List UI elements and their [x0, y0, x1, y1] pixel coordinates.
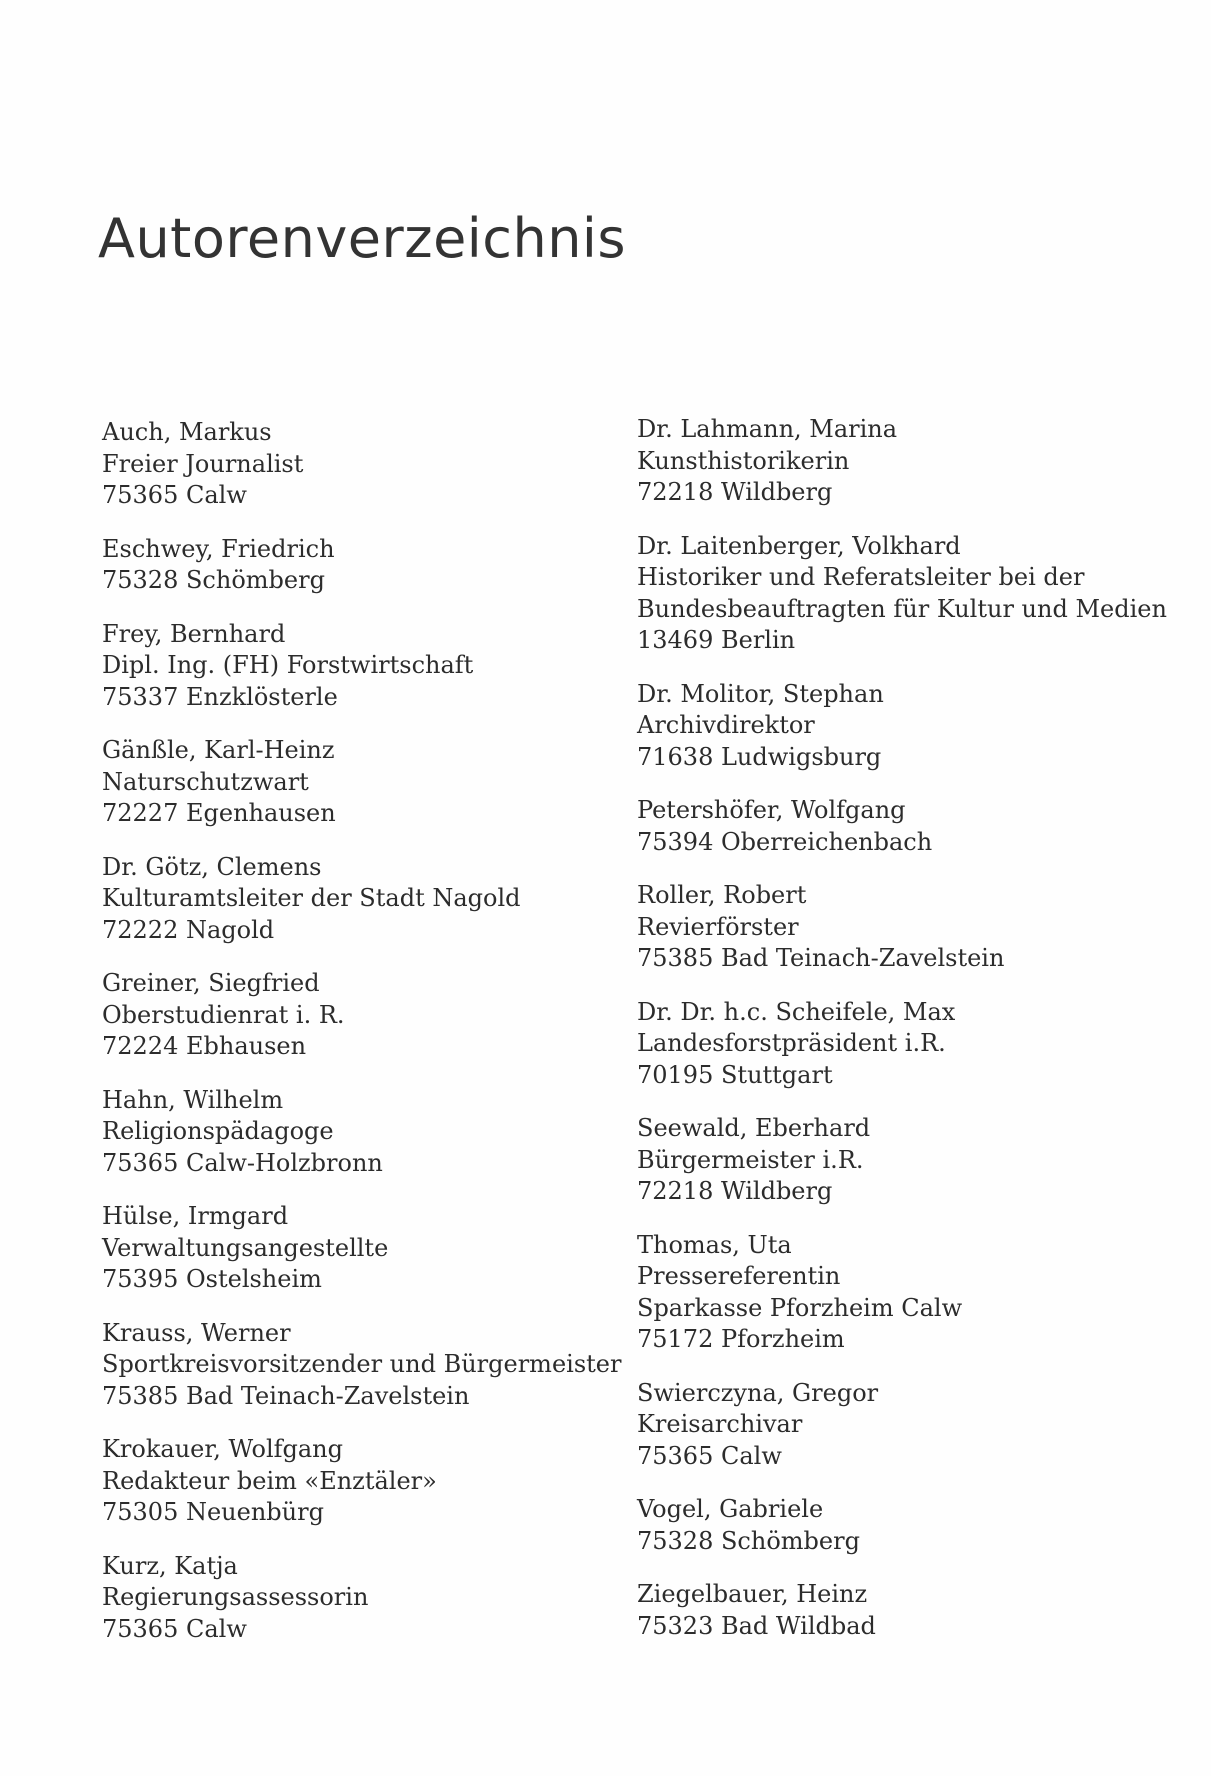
author-name: Dr. Lahmann, Marina — [637, 415, 898, 443]
author-location: 75365 Calw-Holzbronn — [102, 1148, 383, 1177]
author-name: Gänßle, Karl-Heinz — [102, 736, 335, 764]
author-location: 75365 Calw — [102, 481, 247, 509]
author-location: 72224 Ebhausen — [102, 1032, 307, 1060]
author-employer: Sparkasse Pforzheim Calw — [637, 1293, 963, 1322]
author-entry — [102, 1551, 622, 1646]
author-occupation: Freier Journalist — [102, 449, 304, 478]
author-entry — [637, 1378, 1197, 1473]
author-occupation: Historiker und Referatsleiter bei der — [637, 563, 1085, 591]
author-location: 75328 Schömberg — [102, 566, 325, 594]
author-location: 72227 Egenhausen — [102, 799, 336, 827]
author-name: Kurz, Katja — [102, 1551, 238, 1580]
author-name: Dr. Götz, Clemens — [102, 852, 322, 881]
author-entry — [637, 414, 1197, 509]
author-list-right — [637, 414, 1197, 1664]
author-entry — [102, 417, 622, 512]
author-name: Dr. Laitenberger, Volkhard — [637, 531, 961, 560]
author-name: Krokauer, Wolfgang — [102, 1435, 343, 1463]
author-location: 72222 Nagold — [102, 915, 275, 944]
author-name: Krauss, Werner — [102, 1318, 291, 1347]
author-name: Hahn, Wilhelm — [102, 1085, 284, 1114]
author-location: 13469 Berlin — [637, 626, 796, 654]
author-list-left — [102, 417, 622, 1667]
author-entry — [102, 1434, 622, 1529]
author-name: Dr. Dr. h.c. Scheifele, Max — [637, 997, 956, 1026]
author-location: 75305 Neuenbürg — [102, 1498, 324, 1526]
author-location: 75395 Ostelsheim — [102, 1265, 322, 1293]
author-occupation: Bürgermeister i.R. — [637, 1145, 864, 1174]
author-name: Frey, Bernhard — [102, 619, 286, 648]
author-entry — [102, 619, 622, 714]
author-occupation-cont: Bundesbeauftragten für Kultur und Medien — [637, 594, 1167, 623]
page-title: Autorenverzeichnis — [98, 207, 627, 270]
author-occupation: Naturschutzwart — [102, 767, 309, 796]
author-entry — [637, 531, 1197, 657]
author-name: Greiner, Siegfried — [102, 969, 320, 997]
author-entry — [637, 880, 1197, 975]
author-occupation: Archivdirektor — [637, 711, 815, 739]
author-location: 71638 Ludwigsburg — [637, 742, 882, 771]
author-name: Dr. Molitor, Stephan — [637, 679, 884, 708]
author-entry — [637, 997, 1197, 1092]
author-location: 70195 Stuttgart — [637, 1060, 833, 1089]
author-location: 75385 Bad Teinach-Zavelstein — [102, 1381, 470, 1410]
author-entry — [102, 534, 622, 597]
author-location: 75323 Bad Wildbad — [637, 1611, 876, 1640]
author-entry — [637, 1230, 1197, 1356]
author-location: 75337 Enzklösterle — [102, 682, 338, 711]
author-location: 75365 Calw — [102, 1614, 247, 1643]
author-occupation: Kreisarchivar — [637, 1410, 803, 1438]
author-entry — [637, 1113, 1197, 1208]
author-name: Swierczyna, Gregor — [637, 1378, 879, 1407]
author-name: Seewald, Eberhard — [637, 1114, 871, 1142]
author-location: 75394 Oberreichenbach — [637, 827, 933, 856]
author-entry — [102, 968, 622, 1063]
author-location: 75365 Calw — [637, 1441, 782, 1470]
author-entry — [637, 1579, 1197, 1642]
author-occupation: Landesforstpräsident i.R. — [637, 1029, 946, 1057]
author-location: 75385 Bad Teinach-Zavelstein — [637, 944, 1005, 972]
author-name: Roller, Robert — [637, 881, 807, 909]
author-occupation: Dipl. Ing. (FH) Forstwirtschaft — [102, 651, 474, 679]
author-name: Vogel, Gabriele — [637, 1495, 824, 1523]
author-occupation: Redakteur beim «Enztäler» — [102, 1466, 437, 1495]
author-occupation: Kulturamtsleiter der Stadt Nagold — [102, 884, 521, 912]
author-name: Hülse, Irmgard — [102, 1202, 289, 1230]
author-entry — [102, 852, 622, 947]
author-location: 72218 Wildberg — [637, 478, 833, 506]
author-name: Ziegelbauer, Heinz — [637, 1580, 868, 1608]
author-location: 75172 Pforzheim — [637, 1325, 845, 1353]
author-location: 72218 Wildberg — [637, 1177, 833, 1205]
author-occupation: Oberstudienrat i. R. — [102, 1000, 345, 1029]
author-occupation: Regierungsassessorin — [102, 1583, 369, 1611]
author-name: Auch, Markus — [102, 418, 272, 446]
author-occupation: Pressereferentin — [637, 1262, 841, 1290]
author-entry — [102, 1085, 622, 1180]
author-name: Petershöfer, Wolfgang — [637, 796, 906, 824]
author-entry — [102, 735, 622, 830]
author-entry — [637, 795, 1197, 858]
author-entry — [102, 1318, 622, 1413]
author-location: 75328 Schömberg — [637, 1526, 860, 1555]
author-occupation: Verwaltungsangestellte — [102, 1233, 389, 1262]
author-occupation: Kunsthistorikerin — [637, 446, 850, 475]
author-name: Eschwey, Friedrich — [102, 534, 335, 563]
author-occupation: Revierförster — [637, 912, 799, 941]
author-entry — [102, 1201, 622, 1296]
author-entry — [637, 1494, 1197, 1557]
author-entry — [637, 679, 1197, 774]
author-occupation: Sportkreisvorsitzender und Bürgermeister — [102, 1350, 622, 1378]
author-name: Thomas, Uta — [637, 1230, 792, 1259]
author-occupation: Religionspädagoge — [102, 1117, 334, 1145]
